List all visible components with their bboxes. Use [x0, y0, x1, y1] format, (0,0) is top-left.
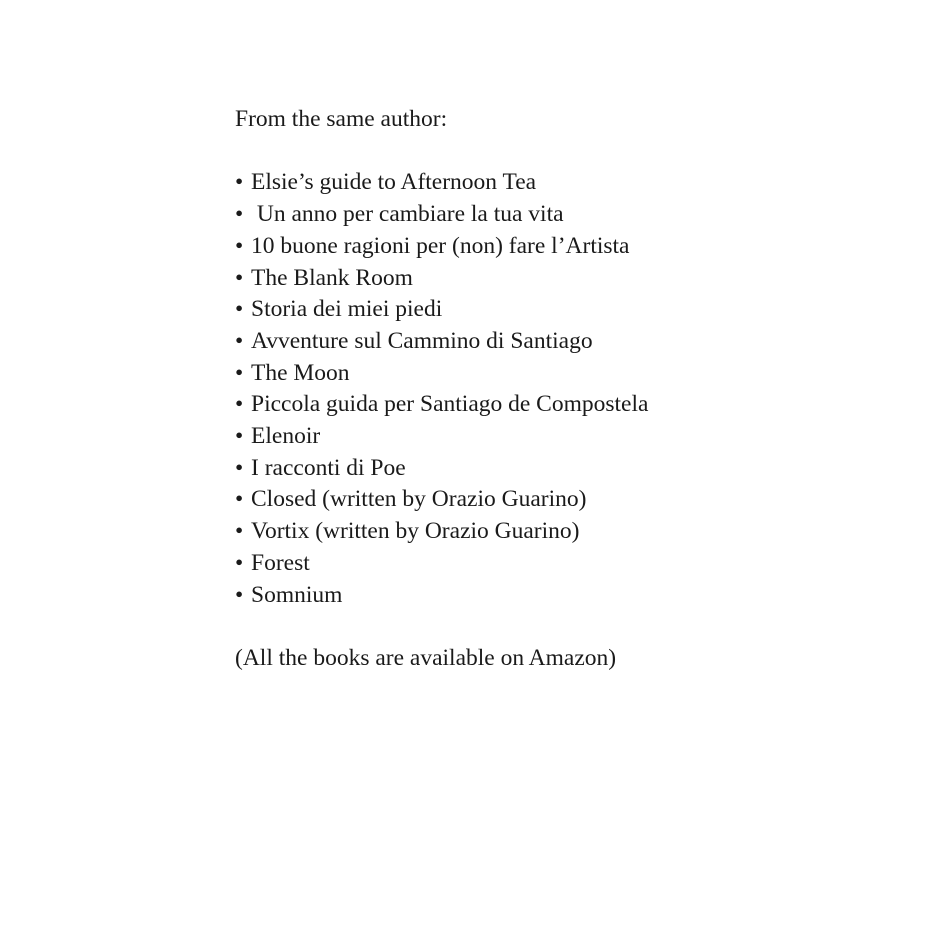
bullet: •	[235, 201, 244, 228]
book-title: Elsie’s guide to Afternoon Tea	[251, 169, 537, 196]
book-item	[235, 294, 895, 326]
bullet: •	[235, 327, 244, 354]
book-title: Un anno per cambiare la tua vita	[251, 201, 564, 228]
book-title: Elenoir	[251, 423, 321, 450]
book-title: Somnium	[251, 581, 343, 608]
book-item	[235, 358, 895, 390]
book-title: Piccola guida per Santiago de Compostela	[251, 391, 649, 418]
bullet: •	[235, 486, 244, 513]
book-item	[235, 199, 895, 231]
book-title: Vortix (written by Orazio Guarino)	[251, 518, 580, 545]
book-title: I racconti di Poe	[251, 454, 406, 481]
book-list-section	[235, 104, 895, 675]
book-item	[235, 548, 895, 580]
book-item	[235, 580, 895, 612]
book-item	[235, 453, 895, 485]
bullet: •	[235, 264, 244, 291]
bullet: •	[235, 391, 244, 418]
bullet: •	[235, 296, 244, 323]
book-item	[235, 231, 895, 263]
book-list	[235, 167, 895, 611]
book-item	[235, 389, 895, 421]
bullet: •	[235, 423, 244, 450]
bullet: •	[235, 549, 244, 576]
bullet: •	[235, 232, 244, 259]
book-title: The Moon	[251, 359, 350, 386]
bullet: •	[235, 581, 244, 608]
book-title: Forest	[251, 549, 310, 576]
book-title: Storia dei miei piedi	[251, 296, 443, 323]
book-title: 10 buone ragioni per (non) fare l’Artista	[251, 232, 630, 259]
bullet: •	[235, 169, 244, 196]
book-item	[235, 167, 895, 199]
book-item	[235, 484, 895, 516]
book-item	[235, 421, 895, 453]
heading: From the same author:	[235, 106, 448, 132]
book-item	[235, 516, 895, 548]
book-title: Closed (written by Orazio Guarino)	[251, 486, 587, 513]
book-item	[235, 263, 895, 295]
bullet: •	[235, 359, 244, 386]
book-item	[235, 326, 895, 358]
bullet: •	[235, 454, 244, 481]
bullet: •	[235, 518, 244, 545]
book-title: Avventure sul Cammino di Santiago	[251, 327, 593, 354]
book-title: The Blank Room	[251, 264, 413, 291]
footer-note: (All the books are available on Amazon)	[235, 644, 617, 671]
